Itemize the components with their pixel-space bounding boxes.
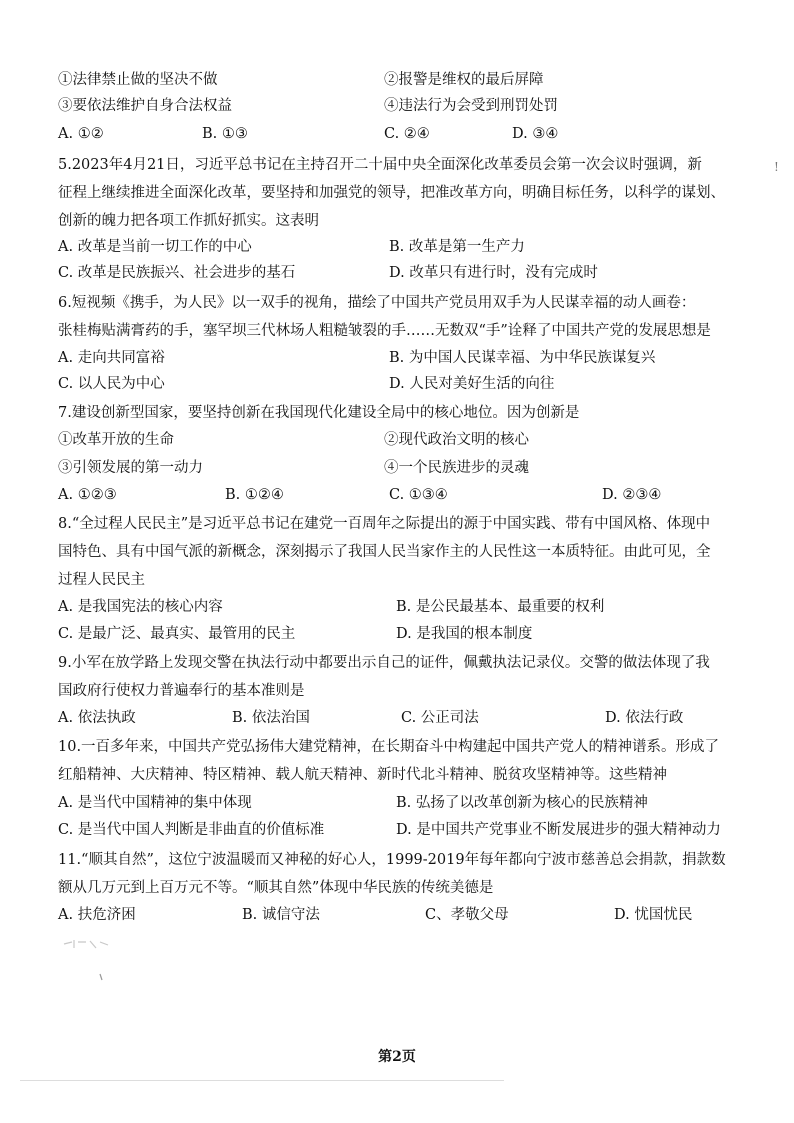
- q7-item-3: ③引领发展的第一动力: [58, 460, 203, 476]
- footer-divider: [20, 1080, 504, 1081]
- q6-option-a: A. 走向共同富裕: [58, 350, 165, 366]
- q5-stem-line-1: 5.2023年4月21日，习近平总书记在主持召开二十届中央全面深化改革委员会第一次会议时强调，新: [58, 157, 702, 173]
- q7-item-4: ④一个民族进步的灵魂: [384, 460, 529, 476]
- q8-option-c: C. 是最广泛、最真实、最管用的民主: [58, 626, 296, 642]
- q5-option-a: A. 改革是当前一切工作的中心: [58, 239, 252, 255]
- q4-option-b: B. ①③: [202, 126, 248, 142]
- q7-item-2: ②现代政治文明的核心: [384, 432, 529, 448]
- q6-stem-line-1: 6.短视频《携手，为人民》以一双手的视角，描绘了中国共产党员用双手为人民谋幸福的动人画卷：: [58, 295, 696, 311]
- q9-option-d: D. 依法行政: [605, 710, 684, 726]
- q4-item-1: ①法律禁止做的坚决不做: [58, 72, 218, 88]
- q9-option-b: B. 依法治国: [232, 710, 310, 726]
- page-number: 第2页: [378, 1049, 416, 1065]
- q9-stem-line-2: 国政府行使权力普遍奉行的基本准则是: [58, 683, 305, 699]
- scan-mark: !: [774, 160, 779, 174]
- q6-option-c: C. 以人民为中心: [58, 376, 165, 392]
- q4-option-d: D. ③④: [512, 126, 559, 142]
- q11-stem-line-2: 额从几万元到上百万元不等。“顺其自然”体现中华民族的传统美德是: [58, 880, 494, 896]
- q5-option-d: D. 改革只有进行时，没有完成时: [389, 265, 598, 281]
- q8-stem-line-2: 国特色、具有中国气派的新概念，深刻揭示了我国人民当家作主的人民性这一本质特征。由此可见，全: [58, 544, 711, 560]
- q8-option-b: B. 是公民最基本、最重要的权利: [396, 599, 605, 615]
- q7-option-d: D. ②③④: [602, 487, 662, 503]
- scan-smudge-icon: [60, 936, 120, 986]
- q11-option-b: B. 诚信守法: [242, 907, 320, 923]
- q6-option-d: D. 人民对美好生活的向往: [389, 376, 555, 392]
- q6-option-b: B. 为中国人民谋幸福、为中华民族谋复兴: [389, 350, 656, 366]
- q11-option-a: A. 扶危济困: [58, 907, 136, 923]
- q10-stem-line-1: 10.一百多年来，中国共产党弘扬伟大建党精神，在长期奋斗中构建起中国共产党人的精神谱系。形成了: [58, 739, 720, 755]
- q7-option-b: B. ①②④: [225, 487, 284, 503]
- q8-stem-line-3: 过程人民民主: [58, 572, 145, 588]
- q7-option-c: C. ①③④: [389, 487, 448, 503]
- q4-option-a: A. ①②: [58, 126, 104, 142]
- q10-stem-line-2: 红船精神、大庆精神、特区精神、载人航天精神、新时代北斗精神、脱贫攻坚精神等。这些精神: [58, 767, 667, 783]
- q10-option-a: A. 是当代中国精神的集中体现: [58, 795, 252, 811]
- q9-option-c: C. 公正司法: [401, 710, 479, 726]
- q5-stem-line-3: 创新的魄力把各项工作抓好抓实。这表明: [58, 213, 319, 229]
- q10-option-d: D. 是中国共产党事业不断发展进步的强大精神动力: [396, 822, 721, 838]
- q4-option-c: C. ②④: [384, 126, 430, 142]
- q4-item-3: ③要依法维护自身合法权益: [58, 98, 232, 114]
- q7-item-1: ①改革开放的生命: [58, 432, 174, 448]
- q11-stem-line-1: 11.“顺其自然”，这位宁波温暖而又神秘的好心人，1999-2019年每年都向宁波市慈善总会捐款，捐款数: [58, 852, 726, 868]
- q8-option-d: D. 是我国的根本制度: [396, 626, 533, 642]
- q4-item-4: ④违法行为会受到刑罚处罚: [384, 98, 558, 114]
- q5-option-b: B. 改革是第一生产力: [389, 239, 525, 255]
- q9-option-a: A. 依法执政: [58, 710, 136, 726]
- q4-item-2: ②报警是维权的最后屏障: [384, 72, 544, 88]
- q5-stem-line-2: 征程上继续推进全面深化改革，要坚持和加强党的领导，把准改革方向，明确目标任务，以科学的谋划、: [58, 185, 725, 201]
- q7-stem-line-1: 7.建设创新型国家，要坚持创新在我国现代化建设全局中的核心地位。因为创新是: [58, 405, 580, 421]
- q9-stem-line-1: 9.小军在放学路上发现交警在执法行动中都要出示自己的证件，佩戴执法记录仪。交警的做法体现了我: [58, 655, 710, 671]
- q11-option-d: D. 忧国忧民: [614, 907, 693, 923]
- q7-option-a: A. ①②③: [58, 487, 117, 503]
- q8-option-a: A. 是我国宪法的核心内容: [58, 599, 223, 615]
- q11-option-c: C、孝敬父母: [425, 907, 509, 923]
- q10-option-c: C. 是当代中国人判断是非曲直的价值标准: [58, 822, 325, 838]
- q10-option-b: B. 弘扬了以改革创新为核心的民族精神: [396, 795, 648, 811]
- q6-stem-line-2: 张桂梅贴满膏药的手，塞罕坝三代林场人粗糙皱裂的手……无数双“手”诠释了中国共产党的发展思想是: [58, 323, 711, 339]
- q8-stem-line-1: 8.“全过程人民民主”是习近平总书记在建党一百周年之际提出的源于中国实践、带有中国风格、体现中: [58, 516, 711, 532]
- q5-option-c: C. 改革是民族振兴、社会进步的基石: [58, 265, 296, 281]
